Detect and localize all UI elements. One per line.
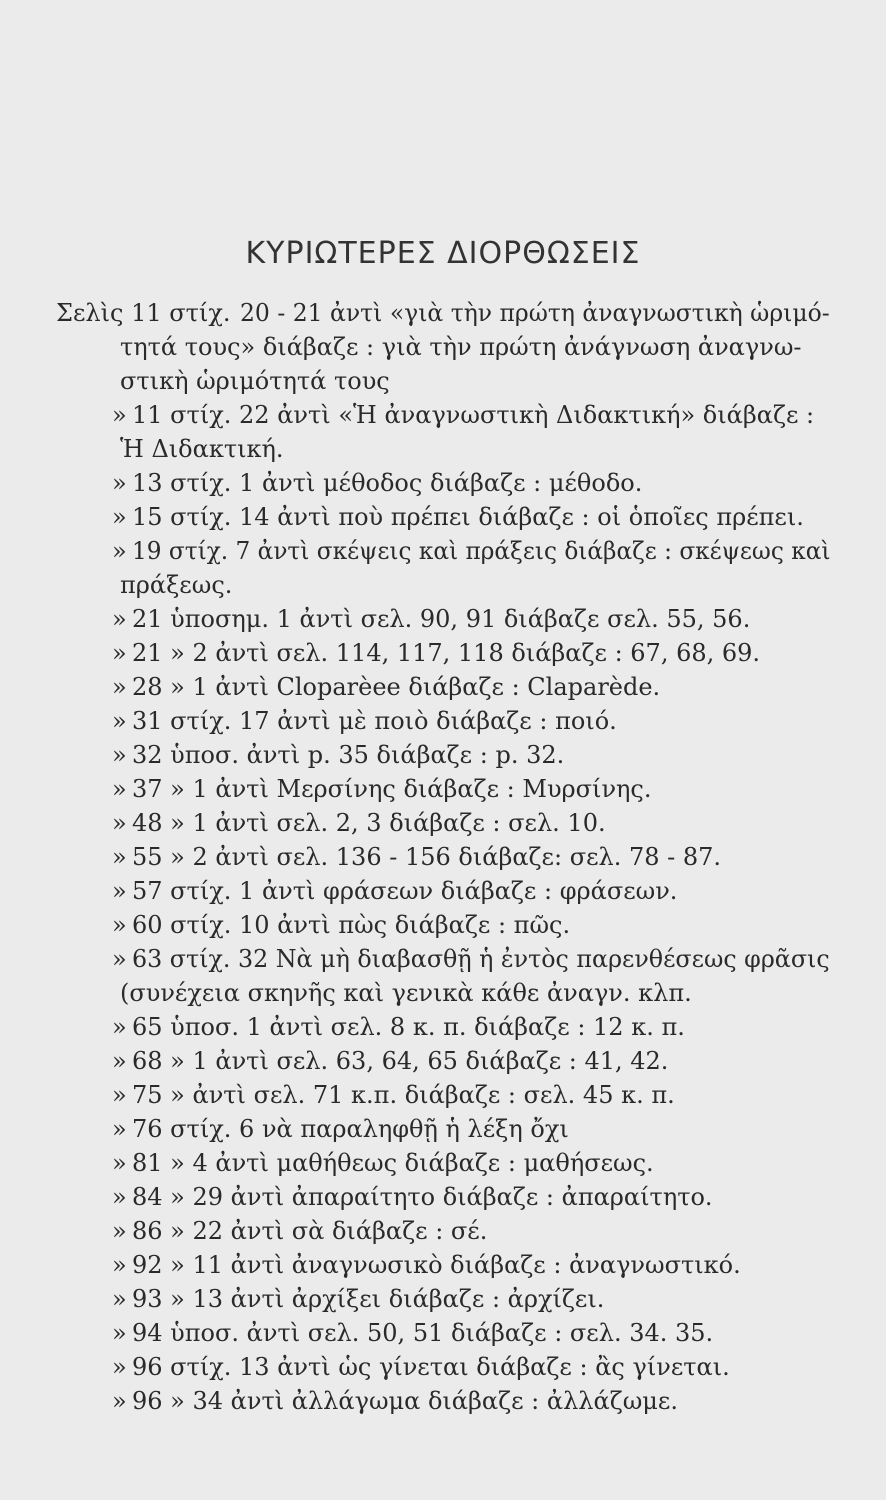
errata-line-text: 32 ὑποσ. ἀντὶ p. 35 διάβαζε : p. 32. — [132, 741, 565, 769]
errata-line-text: 21 » 2 ἀντὶ σελ. 114, 117, 118 διάβαζε : 67, 68, 69. — [132, 639, 761, 667]
errata-line-prefix: » — [112, 877, 127, 905]
errata-line-prefix: » — [112, 469, 127, 497]
errata-line-text: (συνέχεια σκηνῆς καὶ γενικὰ κάθε ἀναγν. κλπ. — [120, 979, 692, 1007]
errata-line-text: 55 » 2 ἀντὶ σελ. 136 - 156 διάβαζε: σελ. 78 - 87. — [132, 843, 722, 871]
page-title: ΚΥΡΙΩΤΕΡΕΣ ΔΙΟΡΘΩΣΕΙΣ — [245, 236, 641, 271]
errata-line-prefix: » — [112, 503, 127, 531]
errata-line-text: 20 - 21 ἀντὶ «γιὰ τὴν πρώτη ἀναγνωστικὴ ὡριμό- — [240, 299, 830, 327]
errata-line-text: 86 » 22 ἀντὶ σὰ διάβαζε : σέ. — [132, 1217, 488, 1245]
errata-line-prefix: » — [112, 1251, 127, 1279]
errata-line-text: 92 » 11 ἀντὶ ἀναγνωσικὸ διάβαζε : ἀναγνωστικό. — [132, 1251, 741, 1279]
errata-line-prefix: » — [112, 945, 127, 973]
errata-line-prefix: » — [112, 1013, 127, 1041]
errata-line-prefix: » — [112, 673, 127, 701]
errata-line-prefix: » — [112, 1047, 127, 1075]
errata-line-text: 68 » 1 ἀντὶ σελ. 63, 64, 65 διάβαζε : 41, 42. — [132, 1047, 669, 1075]
errata-line-text: 81 » 4 ἀντὶ μαθήθεως διάβαζε : μαθήσεως. — [132, 1149, 654, 1177]
errata-line-text: 48 » 1 ἀντὶ σελ. 2, 3 διάβαζε : σελ. 10. — [132, 809, 606, 837]
errata-line-prefix: » — [112, 1387, 127, 1415]
errata-line-text: 13 στίχ. 1 ἀντὶ μέθοδος διάβαζε : μέθοδο. — [132, 469, 643, 497]
errata-line-prefix: » — [112, 1319, 127, 1347]
errata-line-prefix: » — [112, 809, 127, 837]
errata-line-text: 15 στίχ. 14 ἀντὶ ποὺ πρέπει διάβαζε : οἱ ὁποῖες πρέπει. — [132, 503, 804, 531]
errata-line-prefix: » — [112, 537, 127, 565]
errata-line-text: 75 » ἀντὶ σελ. 71 κ.π. διάβαζε : σελ. 45 κ. π. — [132, 1081, 675, 1109]
errata-line-prefix: » — [112, 1149, 127, 1177]
errata-line-text: 84 » 29 ἀντὶ ἀπαραίτητο διάβαζε : ἀπαραίτητο. — [132, 1183, 713, 1211]
errata-line-text: 19 στίχ. 7 ἀντὶ σκέψεις καὶ πράξεις διάβαζε : σκέψεως καὶ — [132, 537, 831, 565]
errata-line-prefix: » — [112, 639, 127, 667]
errata-line-prefix: » — [112, 1217, 127, 1245]
errata-line-text: 21 ὑποσημ. 1 ἀντὶ σελ. 90, 91 διάβαζε σελ. 55, 56. — [132, 605, 751, 633]
errata-line-text: 93 » 13 ἀντὶ ἀρχίξει διάβαζε : ἀρχίζει. — [132, 1285, 605, 1313]
errata-line-text: Ἡ Διδακτική. — [120, 435, 284, 463]
errata-line-text: 60 στίχ. 10 ἀντὶ πὼς διάβαζε : πῶς. — [132, 911, 571, 939]
errata-line-prefix: » — [112, 1081, 127, 1109]
errata-line-text: τητά τους» διάβαζε : γιὰ τὴν πρώτη ἀνάγνωση ἀναγνω- — [120, 333, 802, 361]
errata-line-prefix: Σελὶς 11 στίχ. — [56, 299, 231, 327]
errata-line-text: 94 ὑποσ. ἀντὶ σελ. 50, 51 διάβαζε : σελ. 34. 35. — [132, 1319, 714, 1347]
errata-line-prefix: » — [112, 401, 127, 429]
errata-line-prefix: » — [112, 1115, 127, 1143]
errata-line-prefix: » — [112, 775, 127, 803]
errata-line-text: 37 » 1 ἀντὶ Μερσίνης διάβαζε : Μυρσίνης. — [132, 775, 652, 803]
errata-line-text: 63 στίχ. 32 Νὰ μὴ διαβασθῇ ἡ ἐντὸς παρενθέσεως φρᾶσις — [132, 945, 830, 973]
errata-line-text: 31 στίχ. 17 ἀντὶ μὲ ποιὸ διάβαζε : ποιό. — [132, 707, 617, 735]
errata-line-text: 65 ὑποσ. 1 ἀντὶ σελ. 8 κ. π. διάβαζε : 12 κ. π. — [132, 1013, 685, 1041]
errata-line-prefix: » — [112, 911, 127, 939]
errata-line-text: 28 » 1 ἀντὶ Cloparèee διάβαζε : Claparède. — [132, 673, 661, 701]
errata-line-text: 57 στίχ. 1 ἀντὶ φράσεων διάβαζε : φράσεων. — [132, 877, 678, 905]
errata-line-prefix: » — [112, 1285, 127, 1313]
errata-line-prefix: » — [112, 707, 127, 735]
errata-line-prefix: » — [112, 1353, 127, 1381]
errata-line-text: στικὴ ὡριμότητά τους — [120, 367, 390, 395]
errata-line-text: πράξεως. — [120, 571, 233, 599]
errata-line-prefix: » — [112, 741, 127, 769]
errata-line-text: 96 » 34 ἀντὶ ἀλλάγωμα διάβαζε : ἀλλάζωμε. — [132, 1387, 678, 1415]
errata-line-prefix: » — [112, 605, 127, 633]
errata-line-text: 76 στίχ. 6 νὰ παραληφθῇ ἡ λέξη ὄχι — [132, 1115, 569, 1143]
errata-line-text: 11 στίχ. 22 ἀντὶ «Ἡ ἀναγνωστικὴ Διδακτική» διάβαζε : — [132, 401, 815, 429]
errata-line-prefix: » — [112, 843, 127, 871]
errata-line-text: 96 στίχ. 13 ἀντὶ ὡς γίνεται διάβαζε : ἂς γίνεται. — [132, 1353, 730, 1381]
errata-line-prefix: » — [112, 1183, 127, 1211]
